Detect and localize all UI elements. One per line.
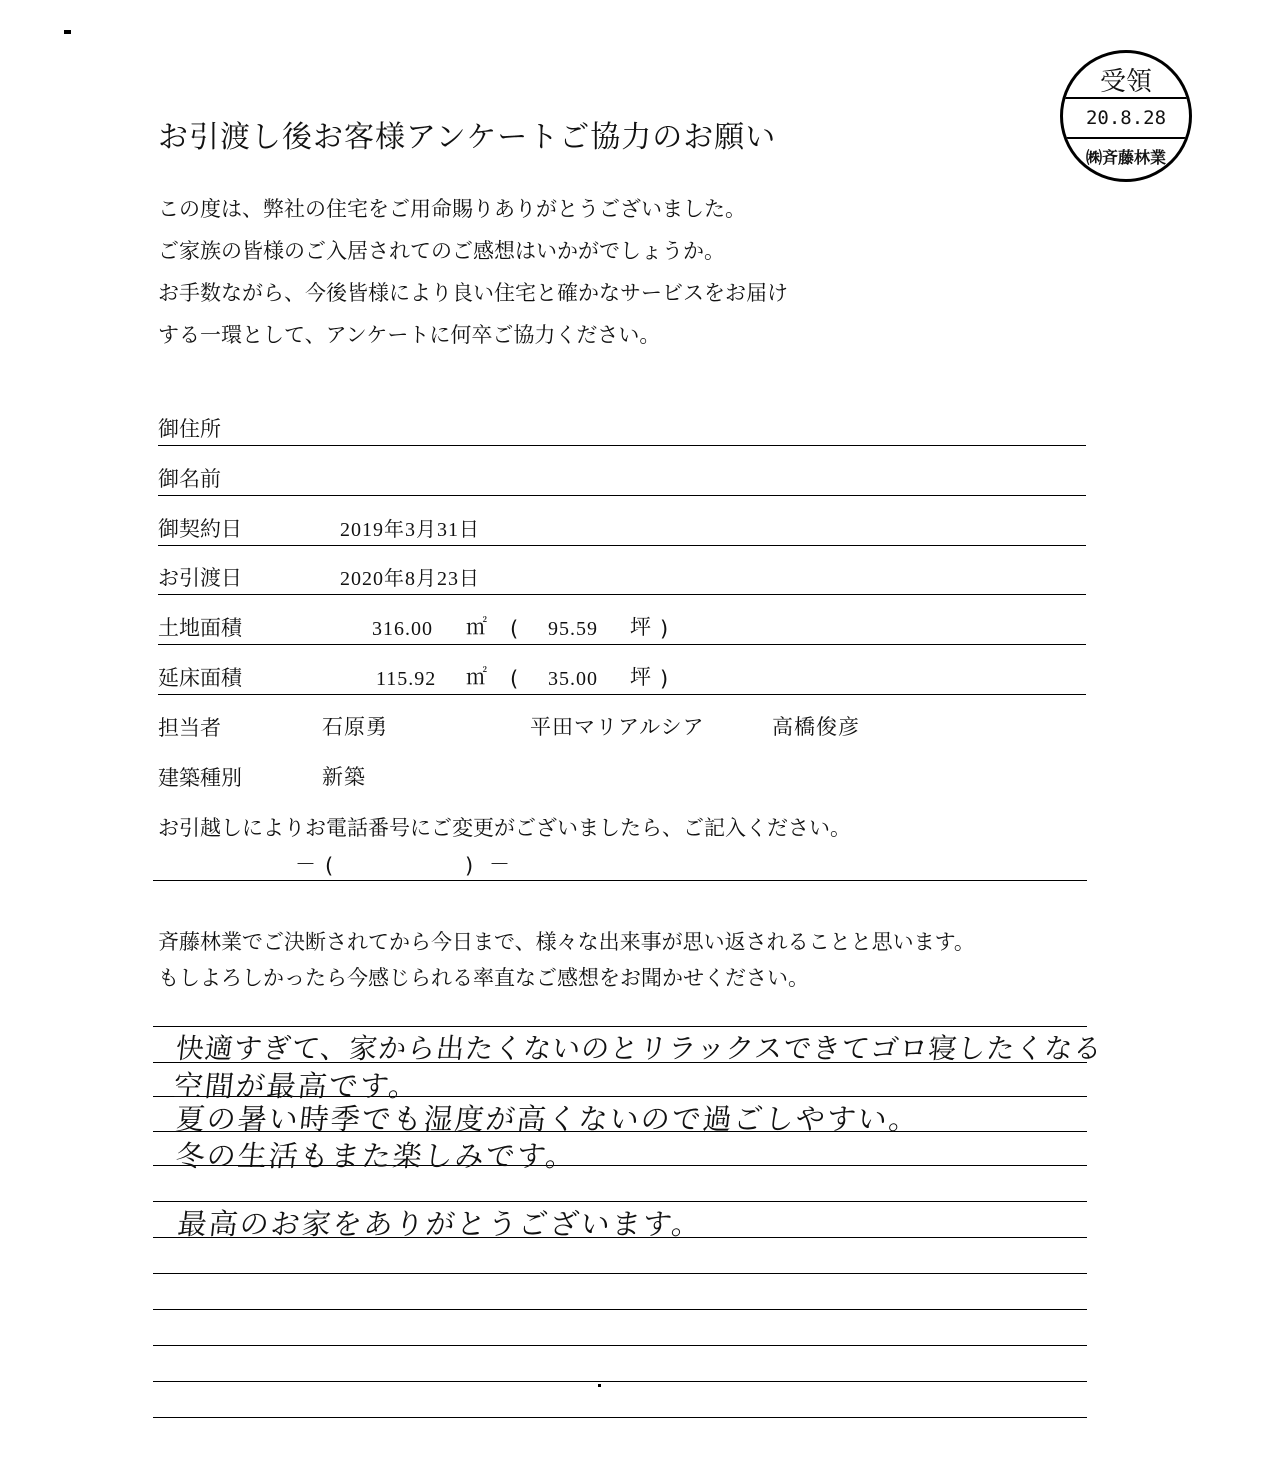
handover-date-field[interactable] [158, 566, 1086, 595]
handwritten-answer-line: 最高のお家をありがとうございます。 [176, 1207, 705, 1241]
staff-field[interactable] [158, 715, 1086, 744]
handwritten-answer-line: 快適すぎて、家から出たくないのとリラックスできてゴロ寝したくなる [174, 1032, 1105, 1065]
address-label: 御住所 [158, 417, 221, 441]
floor-area-field[interactable] [158, 665, 1086, 695]
phone-change-note: お引越しによりお電話番号にご変更がございましたら、ご記入ください。 [158, 816, 851, 840]
paren-open: ( [510, 617, 519, 641]
answer-rule [153, 1417, 1087, 1418]
handwritten-answer-line: 空間が最高です。 [172, 1069, 422, 1103]
scan-speck [64, 30, 71, 34]
intro-line: この度は、弊社の住宅をご用命賜りありがとうございました。 [158, 197, 746, 221]
handwritten-answer-line: 冬の生活もまた楽しみです。 [174, 1139, 579, 1173]
contract-date-label: 御契約日 [158, 517, 242, 541]
page-title: お引渡し後お客様アンケートご協力のお願い [158, 120, 777, 155]
land-area-field[interactable] [158, 615, 1086, 645]
contract-date-field[interactable] [158, 517, 1086, 546]
answer-rule [153, 1309, 1087, 1310]
question-line: もしよろしかったら今感じられる率直なご感想をお聞かせください。 [158, 966, 809, 990]
question-line: 斉藤林業でご決断されてから今日まで、様々な出来事が思い返されることと思います。 [158, 930, 975, 954]
building-type-label: 建築種別 [158, 766, 242, 790]
contract-date-value: 2019年3月31日 [340, 519, 480, 541]
paren-open: ( [510, 667, 519, 691]
unit-tsubo: 坪 [630, 665, 651, 689]
phone-dash: － [295, 852, 316, 876]
scan-speck [598, 1384, 601, 1387]
phone-paren-open: ( [325, 854, 334, 878]
land-area-tsubo: 95.59 [548, 618, 598, 640]
staff-name: 平田マリアルシア [530, 715, 705, 739]
intro-line: お手数ながら、今後皆様により良い住宅と確かなサービスをお届け [158, 281, 788, 305]
land-area-m2: 316.00 [372, 618, 433, 640]
intro-line: する一環として、アンケートに何卒ご協力ください。 [158, 323, 661, 347]
name-field[interactable] [158, 467, 1086, 496]
paren-close: ) [660, 667, 669, 691]
land-area-label: 土地面積 [158, 616, 242, 640]
answer-rule [153, 1381, 1087, 1382]
phone-paren-close: ) [465, 854, 474, 878]
intro-paragraph [158, 188, 788, 356]
name-label: 御名前 [158, 467, 221, 491]
answer-rule [153, 1273, 1087, 1274]
stamp-date: 20.8.28 [1060, 97, 1192, 139]
handover-date-value: 2020年8月23日 [340, 568, 480, 590]
staff-label: 担当者 [158, 716, 221, 740]
staff-name: 石原勇 [322, 715, 388, 739]
stamp-company: ㈱斉藤林業 [1085, 148, 1166, 167]
feedback-question [158, 924, 975, 996]
unit-tsubo: 坪 [630, 615, 651, 639]
building-type-value: 新築 [322, 765, 366, 789]
handover-date-label: お引渡日 [158, 566, 242, 590]
unit-m2: ㎡ [466, 615, 487, 639]
floor-area-m2: 115.92 [376, 668, 437, 690]
staff-name: 高橋俊彦 [772, 715, 860, 739]
floor-area-label: 延床面積 [158, 666, 242, 690]
address-field[interactable] [158, 417, 1086, 446]
paren-close: ) [660, 617, 669, 641]
stamp-title: 受領 [1099, 67, 1152, 97]
intro-line: ご家族の皆様のご入居されてのご感想はいかがでしょうか。 [158, 239, 725, 263]
phone-number-field[interactable] [153, 852, 1087, 881]
handwritten-answer-line: 夏の暑い時季でも湿度が高くないので過ごしやすい。 [174, 1102, 922, 1136]
answer-rule [153, 1345, 1087, 1346]
phone-dash: － [489, 852, 510, 876]
floor-area-tsubo: 35.00 [548, 668, 598, 690]
building-type-field[interactable] [158, 765, 1086, 794]
unit-m2: ㎡ [466, 665, 487, 689]
received-stamp [1060, 50, 1192, 182]
